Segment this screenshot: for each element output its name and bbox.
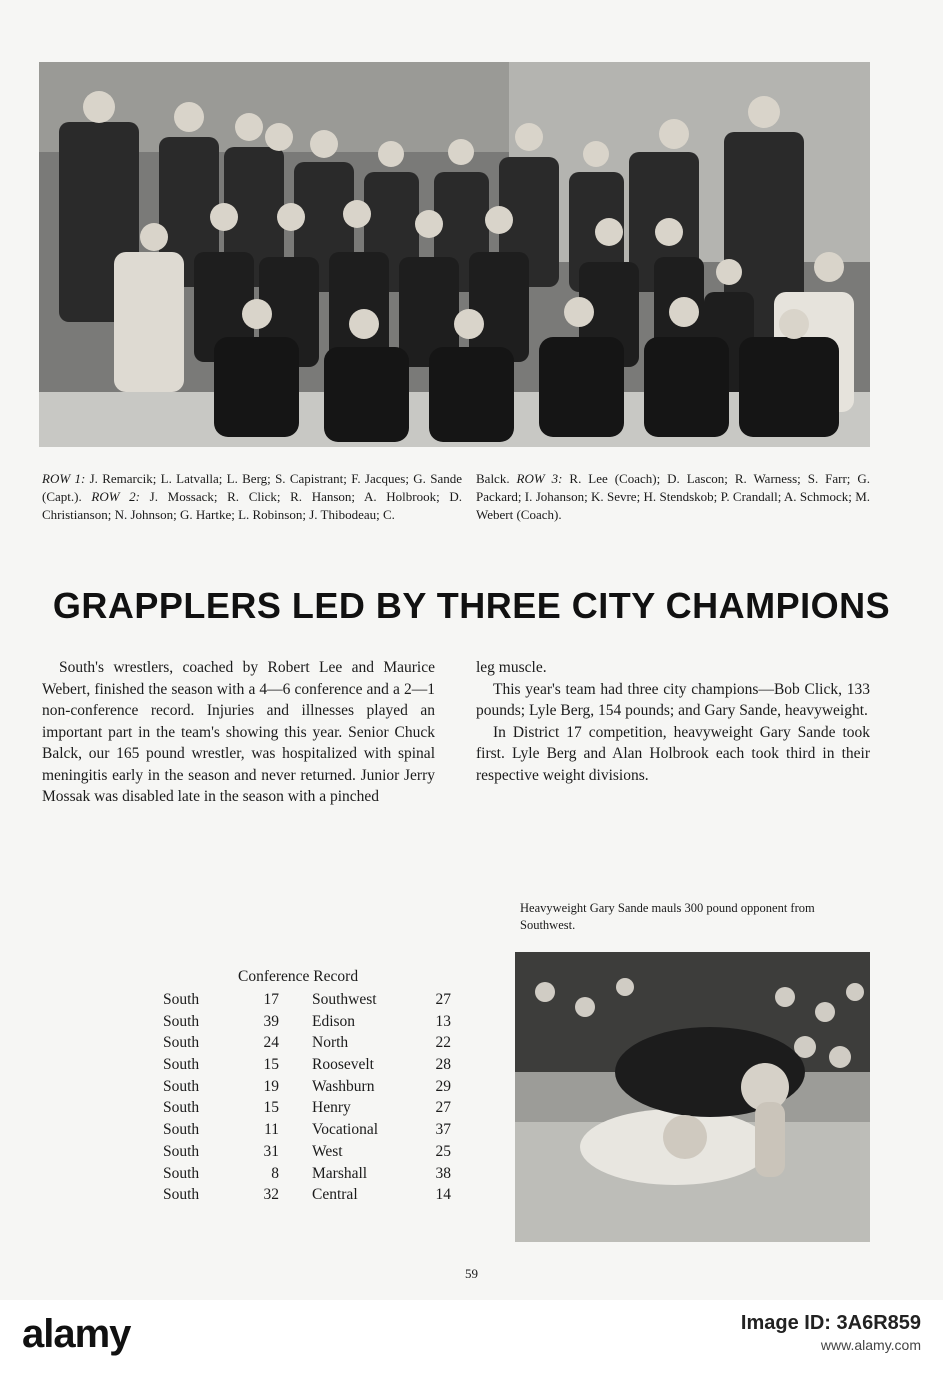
match-photo-caption: Heavyweight Gary Sande mauls 300 pound opponent from Southwest.: [520, 901, 815, 932]
record-team: South: [163, 991, 200, 1008]
row2-names-cont: Balck.: [476, 471, 517, 486]
row2-label: ROW 2:: [91, 489, 141, 504]
record-score: 17: [263, 991, 279, 1008]
team-photo-illustration: [39, 62, 870, 447]
record-opponent: West: [312, 1142, 343, 1160]
record-score: 24: [263, 1034, 279, 1052]
page-headline: GRAPPLERS LED BY THREE CITY CHAMPIONS: [52, 585, 891, 626]
record-row: [163, 1141, 463, 1163]
record-opp-score: 14: [435, 1186, 451, 1204]
record-score: 15: [263, 1099, 279, 1117]
record-opponent: Roosevelt: [312, 1056, 374, 1074]
record-opp-score: 13: [435, 1012, 451, 1030]
record-row: [163, 1097, 463, 1119]
record-opp-score: 37: [435, 1121, 451, 1139]
record-opp-score: 29: [435, 1077, 451, 1095]
match-photo: [515, 952, 870, 1242]
record-opponent: Washburn: [312, 1077, 375, 1095]
record-opp-score: 28: [435, 1056, 451, 1074]
record-opponent: North: [312, 1034, 349, 1052]
article-column-right: [476, 657, 870, 786]
record-score: 19: [263, 1077, 279, 1095]
record-opp-score: 22: [435, 1034, 451, 1052]
record-row: [163, 989, 463, 1011]
record-team: South: [163, 1034, 200, 1052]
article-paragraph-1-cont: leg muscle.: [476, 659, 547, 676]
row1-names: J. Remarcik; L. Latvalla; L. Berg; S. Capistrant; F. Jacques; G. Sande (Capt.).: [42, 471, 462, 504]
record-opp-score: 27: [435, 1099, 451, 1117]
row1-label: ROW 1:: [42, 471, 86, 486]
conference-record-title: Conference Record: [238, 968, 359, 985]
record-team: South: [163, 1121, 200, 1139]
record-row: [163, 1119, 463, 1141]
record-team: South: [163, 1164, 200, 1182]
record-opp-score: 25: [435, 1142, 451, 1160]
record-opp-score: 27: [435, 991, 451, 1008]
team-photo: [39, 62, 870, 447]
image-id: Image ID: 3A6R859: [740, 1312, 921, 1334]
record-opponent: Central: [312, 1186, 358, 1204]
row3-label: ROW 3:: [516, 471, 563, 486]
record-score: 31: [263, 1142, 279, 1160]
article-paragraph-3: In District 17 competition, heavyweight Gary Sande took first. Lyle Berg and Alan Holbrook each took third in their respective weight divisions.: [476, 723, 870, 784]
record-opponent: Southwest: [312, 991, 377, 1008]
record-row: [163, 1184, 463, 1206]
article-column-left: [42, 657, 435, 808]
alamy-logo: alamy: [22, 1312, 131, 1356]
record-row: [163, 1076, 463, 1098]
record-row: [163, 1054, 463, 1076]
record-team: South: [163, 1142, 200, 1160]
record-opp-score: 38: [435, 1164, 451, 1182]
record-row: [163, 1032, 463, 1054]
record-score: 32: [263, 1186, 279, 1204]
article-paragraph-1: South's wrestlers, coached by Robert Lee and Maurice Webert, finished the season with a 4—6 conference and a 2—1 non-conference record. Injuries and illnesses played an important part in the team's showing this year. Senior Chuck Balck, our 165 pound wrestler, was hospitalized with spinal meningitis early in the season and never returned. Junior Jerry Mossak was disabled late in the season with a pinched: [42, 659, 435, 805]
record-team: South: [163, 1012, 200, 1030]
record-score: 8: [271, 1164, 279, 1182]
row2-names: J. Mossack; R. Click; R. Hanson; A. Holbrook; D. Christianson; N. Johnson; G. Hartke; L. Robinson; J. Thibodeau; C.: [42, 489, 462, 522]
record-row: [163, 1163, 463, 1185]
record-opponent: Edison: [312, 1012, 356, 1030]
record-team: South: [163, 1077, 200, 1095]
record-score: 39: [263, 1012, 279, 1030]
team-caption-left: [42, 470, 462, 524]
page-number: 59: [465, 1266, 478, 1281]
record-opponent: Vocational: [312, 1121, 379, 1139]
record-team: South: [163, 1099, 200, 1117]
record-score: 15: [263, 1056, 279, 1074]
team-caption-right: [476, 470, 870, 524]
match-photo-illustration: [515, 952, 870, 1242]
record-opponent: Henry: [312, 1099, 351, 1117]
footer-meta: [741, 1310, 921, 1354]
record-team: South: [163, 1186, 200, 1204]
row3-names: R. Lee (Coach); D. Lascon; R. Warness; S. Farr; G. Packard; I. Johanson; K. Sevre; H. Stendskob; P. Crandall; A. Schmock; M. Webert (Coach).: [476, 471, 870, 522]
record-score: 11: [264, 1121, 279, 1139]
record-team: South: [163, 1056, 200, 1074]
record-opponent: Marshall: [312, 1164, 368, 1182]
site-url[interactable]: www.alamy.com: [820, 1337, 921, 1353]
conference-record-table: [163, 989, 463, 1206]
article-paragraph-2: This year's team had three city champions—Bob Click, 133 pounds; Lyle Berg, 154 pounds; and Gary Sande, heavyweight.: [476, 680, 870, 719]
record-row: [163, 1011, 463, 1033]
